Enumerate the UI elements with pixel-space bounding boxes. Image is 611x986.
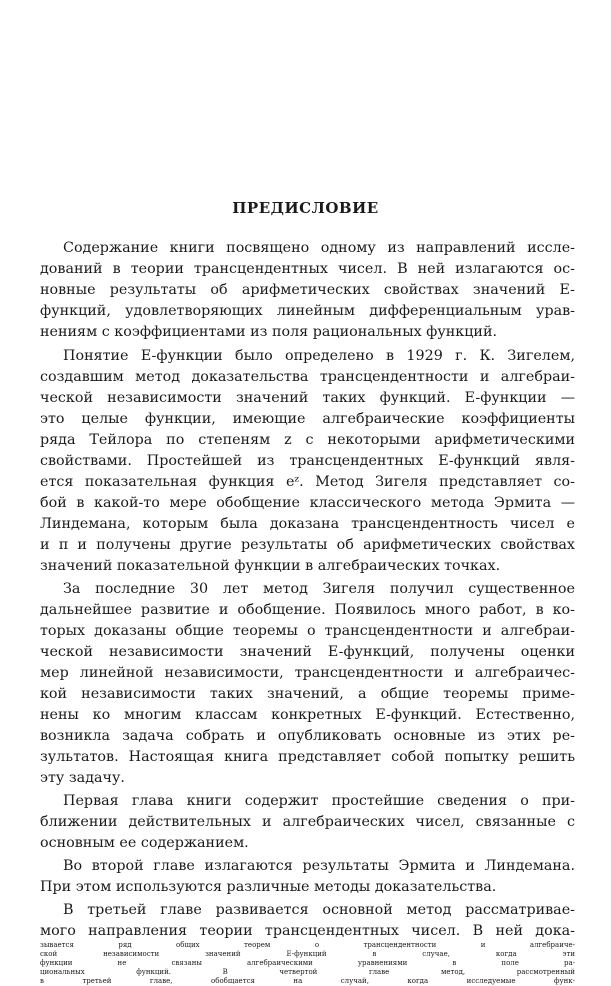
- text-line: нены ко многим классам конкретных E-функций. Естественно,: [40, 707, 575, 723]
- text-line: свойствами. Простейшей из трансцендентных E-функций явля-: [40, 453, 575, 469]
- text-line: дований в теории трансцендентных чисел. В ней излагаются ос-: [40, 261, 575, 277]
- text-line: создавшим метод доказательства трансцендентности и алгебраи-: [40, 369, 575, 385]
- text-line: дальнейшее развитие и обобщение. Появилось много работ, в ко-: [40, 602, 575, 618]
- text-line: ческой независимости значений таких функций. E-функции —: [40, 390, 575, 406]
- text-continuation: [40, 921, 575, 985]
- text-line: ряда Тейлора по степеням z с некоторыми арифметическими: [40, 432, 575, 448]
- text-line: значений показательной функции в алгебраических точках.: [40, 558, 501, 574]
- text-line: и π и получены другие результаты об арифметических свойствах: [40, 537, 575, 553]
- text-line: При этом используются различные методы доказательства.: [40, 879, 497, 895]
- text-line: Первая глава книги содержит простейшие сведения о при-: [63, 793, 575, 809]
- text-line: это целые функции, имеющие алгебраические коэффициенты: [40, 411, 575, 427]
- text-line: мер линейной независимости, трансцендентности и алгебраичес-: [40, 665, 575, 681]
- text-line: основным ее содержанием.: [40, 835, 249, 851]
- text-line: новные результаты об арифметических свойствах значений E-: [40, 282, 575, 298]
- text-line: возникла задача собрать и опубликовать основные из этих ре-: [40, 728, 575, 744]
- text-line: эту задачу.: [40, 770, 125, 786]
- text-line: нениям с коэффициентами из поля рациональных функций.: [40, 324, 498, 340]
- text-line: функции не связаны алгебраическими уравнениями в поле ра-: [40, 959, 575, 967]
- text-line: в третьей главе, обобщается на случай, когда исследуемые функ-: [40, 977, 575, 985]
- text-line: Содержание книги посвящено одному из направлений иссле-: [63, 240, 575, 256]
- text-line: торых доказаны общие теоремы о трансцендентности и алгебраи-: [40, 623, 575, 639]
- text-line: мого направления теории трансцендентных чисел. В ней дока-: [40, 923, 575, 939]
- text-line: Во второй главе излагаются результаты Эрмита и Линдемана.: [63, 858, 575, 874]
- text-line: циональных функций. В четвертой главе метод, рассмотренный: [40, 968, 575, 976]
- text-line: функций, удовлетворяющих линейным дифференциальным урав-: [40, 303, 575, 319]
- text-line: ближении действительных и алгебраических чисел, связанные с: [40, 814, 575, 830]
- text-line: кой независимости таких значений, а общие теоремы приме-: [40, 686, 575, 702]
- text-line: Понятие E-функции было определено в 1929 г. К. Зигелем,: [63, 348, 575, 364]
- text-line: Линдемана, которым была доказана трансцендентность чисел e: [40, 516, 575, 532]
- text-line: ется показательная функция eᶻ. Метод Зигеля представляет со-: [40, 474, 575, 490]
- text-line: ческой независимости значений E-функций, получены оценки: [40, 644, 575, 660]
- text-line: За последние 30 лет метод Зигеля получил существенное: [63, 581, 575, 597]
- text-line: ской независимости значений E-функций в случае, когда эти: [40, 950, 575, 958]
- text-line: В третьей главе развивается основной метод рассматривае-: [63, 902, 575, 918]
- text-line: бой в какой-то мере обобщение классического метода Эрмита —: [40, 495, 575, 511]
- page-title: ПРЕДИСЛОВИЕ: [232, 199, 379, 217]
- text-line: зультатов. Настоящая книга представляет собой попытку решить: [40, 749, 575, 765]
- text-line: зывается ряд общих теорем о трансцендентности и алгебраиче-: [40, 941, 575, 949]
